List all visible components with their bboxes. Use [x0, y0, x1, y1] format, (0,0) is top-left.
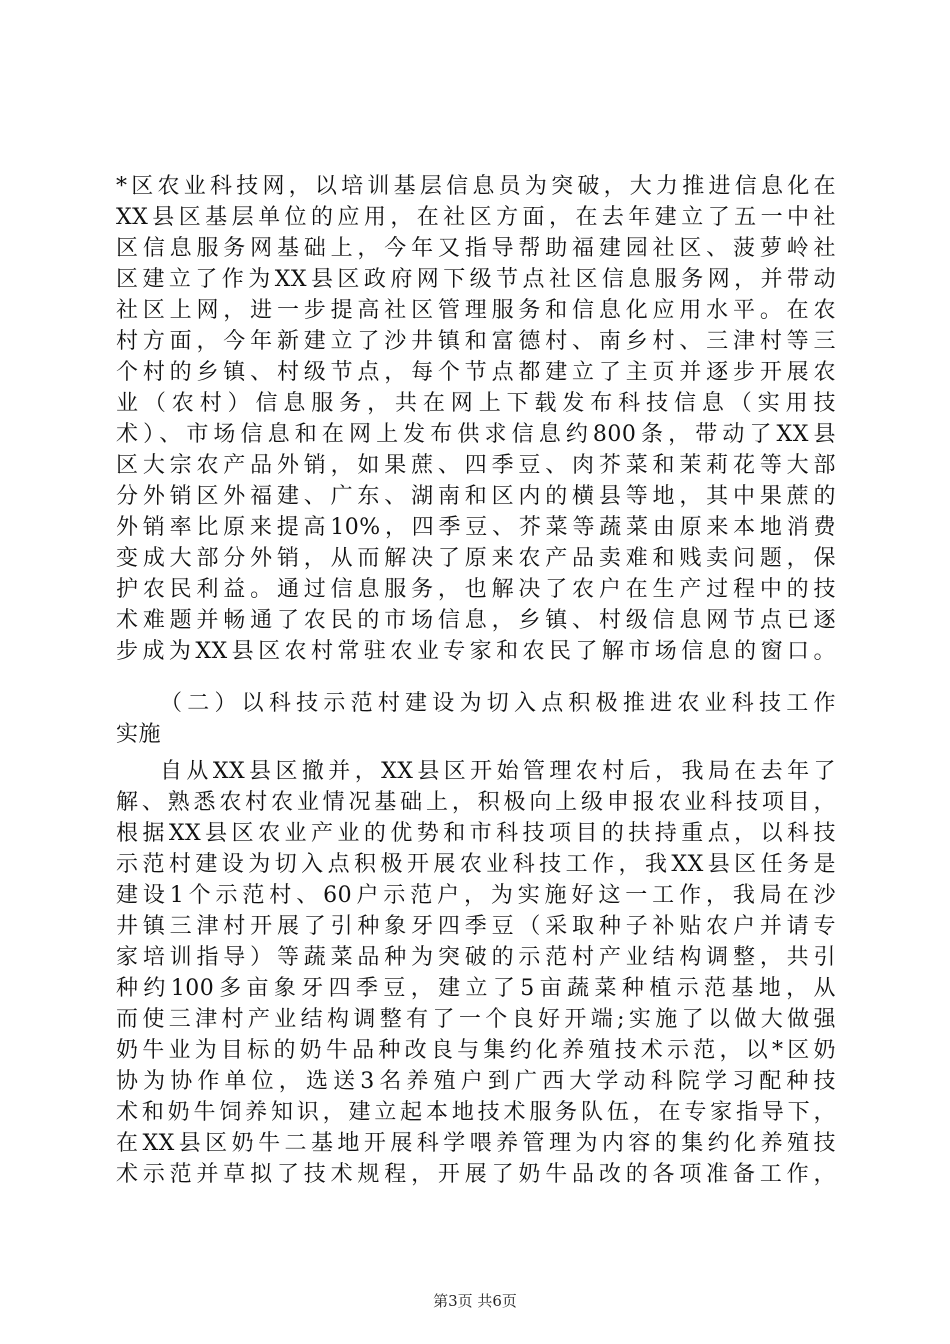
text-line: 区大宗农产品外销，如果蔗、四季豆、肉芥菜和茉莉花等大部	[116, 453, 836, 478]
text-line: 自从XX县区撤并，XX县区开始管理农村后，我局在去年了	[160, 759, 836, 784]
text-line: 井镇三津村开展了引种象牙四季豆（采取种子补贴农户并请专	[116, 914, 836, 939]
text-line: 建设1个示范村、60户示范户，为实施好这一工作，我局在沙	[116, 883, 836, 908]
text-line: 步成为XX县区农村常驻农业专家和农民了解市场信息的窗口。	[116, 639, 836, 664]
text-line: 协为协作单位，选送3名养殖户到广西大学动科院学习配种技	[116, 1069, 836, 1094]
text-line: 区信息服务网基础上，今年又指导帮助福建园社区、菠萝岭社	[116, 236, 836, 261]
text-line: *区农业科技网，以培训基层信息员为突破，大力推进信息化在	[116, 174, 836, 199]
text-line: 术）、市场信息和在网上发布供求信息约800条，带动了XX县	[116, 422, 836, 447]
heading-line: （二）以科技示范村建设为切入点积极推进农业科技工作	[160, 691, 836, 716]
text-line: 护农民利益。通过信息服务，也解决了农户在生产过程中的技	[116, 577, 836, 602]
text-line: 外销率比原来提高10%，四季豆、芥菜等蔬菜由原来本地消费	[116, 515, 836, 540]
text-line: 根据XX县区农业产业的优势和市科技项目的扶持重点，以科技	[116, 821, 836, 846]
text-line: 种约100多亩象牙四季豆，建立了5亩蔬菜种植示范基地，从	[116, 976, 836, 1001]
paragraph-demonstration-village	[116, 756, 836, 1190]
heading-line: 实施	[116, 722, 162, 747]
text-line: 业（农村）信息服务，共在网上下载发布科技信息（实用技	[116, 391, 836, 416]
text-line: XX县区基层单位的应用，在社区方面，在去年建立了五一中社	[116, 205, 836, 230]
section-heading	[116, 688, 836, 750]
text-line: 社区上网，进一步提高社区管理服务和信息化应用水平。在农	[116, 298, 836, 323]
page-number-footer: 第3页 共6页	[433, 1292, 517, 1310]
paragraph-agriculture-network	[116, 171, 836, 667]
text-line: 术示范并草拟了技术规程，开展了奶牛品改的各项准备工作，	[116, 1162, 836, 1187]
text-line: 区建立了作为XX县区政府网下级节点社区信息服务网，并带动	[116, 267, 836, 292]
text-line: 家培训指导）等蔬菜品种为突破的示范村产业结构调整，共引	[116, 945, 836, 970]
text-line: 而使三津村产业结构调整有了一个良好开端;实施了以做大做强	[116, 1007, 836, 1032]
text-line: 术难题并畅通了农民的市场信息，乡镇、村级信息网节点已逐	[116, 608, 836, 633]
text-line: 村方面，今年新建立了沙井镇和富德村、南乡村、三津村等三	[116, 329, 836, 354]
text-line: 分外销区外福建、广东、湖南和区内的横县等地，其中果蔗的	[116, 484, 836, 509]
text-line: 示范村建设为切入点积极开展农业科技工作，我XX县区任务是	[116, 852, 836, 877]
text-line: 解、熟悉农村农业情况基础上，积极向上级申报农业科技项目，	[116, 790, 836, 815]
text-line: 奶牛业为目标的奶牛品种改良与集约化养殖技术示范，以*区奶	[116, 1038, 836, 1063]
text-line: 术和奶牛饲养知识，建立起本地技术服务队伍，在专家指导下，	[116, 1100, 836, 1125]
text-line: 个村的乡镇、村级节点，每个节点都建立了主页并逐步开展农	[116, 360, 836, 385]
text-line: 变成大部分外销，从而解决了原来农产品卖难和贱卖问题，保	[116, 546, 836, 571]
text-line: 在XX县区奶牛二基地开展科学喂养管理为内容的集约化养殖技	[116, 1131, 836, 1156]
